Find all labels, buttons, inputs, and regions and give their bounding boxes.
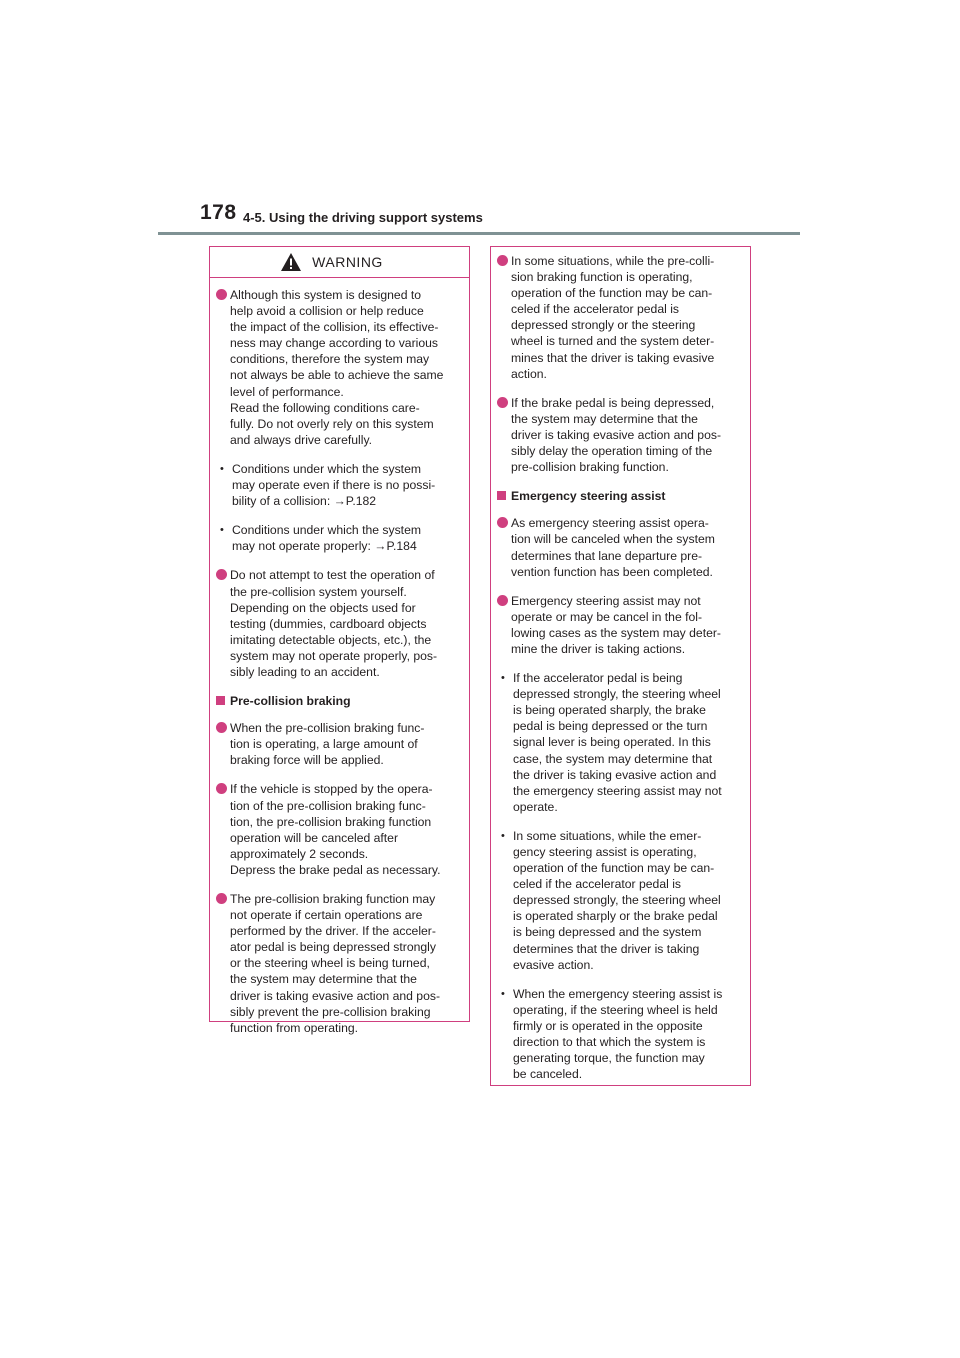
item-text: The pre-collision braking function may not operate if certain operations are performed by the driver. If the acceler- ator pedal is being depressed strongly or the steering wheel is being turned, the system may determine that the driver is taking evasive action and pos- sibly prevent the pre-collision braking function from operating. (230, 892, 441, 1035)
square-bullet-icon (497, 491, 506, 500)
list-item (216, 891, 459, 1036)
warning-content-left (210, 278, 469, 1036)
sub-list-item (499, 986, 740, 1083)
page-number: 178 (200, 201, 237, 224)
item-text: In some situations, while the pre-colli- sion braking function is operating, operation of the function may be can- celed if the accelerator pedal is depressed strongly or the steering wheel is turned and the system deter- mines that the driver is taking evasive action. (511, 254, 715, 381)
sub-bullet-icon: • (501, 829, 505, 842)
list-item (216, 567, 459, 680)
warning-box-left (209, 246, 470, 1035)
bullet-dot-icon (497, 397, 508, 408)
item-text: Do not attempt to test the operation of the pre-collision system yourself. Depending on the objects used for testing (dummies, cardboard objects imitating detectable objects, etc.), the system may not operate properly, pos- sibly leading to an accident. (230, 568, 438, 679)
warning-title: WARNING (312, 254, 383, 270)
header-rule (158, 232, 800, 235)
item-text: Although this system is designed to help avoid a collision or help reduce the impact of the collision, its effective- ness may change according to various conditions, therefore the system may not always be able to achieve the same level of performance. Read the following conditions care- fully. Do not overly rely on this system and always drive carefully. (230, 288, 444, 447)
list-item (497, 395, 740, 475)
sub-bullet-icon: • (501, 672, 505, 685)
item-text: As emergency steering assist opera- tion will be canceled when the system determines that lane departure pre- vention function has been completed. (511, 516, 715, 579)
warning-box-right (490, 246, 751, 1086)
bullet-dot-icon (497, 517, 508, 528)
warning-content-right (491, 247, 750, 1082)
sub-list-item (218, 461, 459, 509)
item-text: Conditions under which the system may operate even if there is no possi- bility of a collision: →P.182 (232, 461, 436, 509)
warning-triangle-icon (280, 252, 302, 272)
bullet-dot-icon (216, 289, 227, 300)
sub-bullet-icon: • (220, 524, 224, 537)
list-item (497, 593, 740, 657)
list-item (216, 781, 459, 878)
sub-bullet-icon: • (501, 987, 505, 1000)
square-bullet-icon (216, 696, 225, 705)
sub-list-item (218, 522, 459, 554)
warning-header (210, 247, 469, 278)
item-text: If the brake pedal is being depressed, the system may determine that the driver is taking evasive action and pos- sibly delay the operation timing of the pre-collision braking function. (511, 395, 722, 475)
item-text: If the accelerator pedal is being depressed strongly, the steering wheel is being operated sharply, the brake pedal is being depressed or the turn signal lever is being operated. In this case, the system may determine that the driver is taking evasive action and the emergency steering assist may not operate. (513, 671, 722, 814)
item-text: Emergency steering assist may not operate or may be cancel in the fol- lowing cases as the system may deter- mine the driver is taking actions. (511, 593, 721, 656)
item-text: Conditions under which the system may not operate properly: →P.184 (232, 523, 422, 554)
bullet-dot-icon (216, 893, 227, 904)
item-text: When the emergency steering assist is operating, if the steering wheel is held firmly or is operated in the opposite direction to that which the system is generating torque, the function may be canceled. (513, 986, 723, 1082)
item-text: In some situations, while the emer- gency steering assist is operating, operation of the function may be can- celed if the accelerator pedal is depressed strongly, the steering wheel is operated sharply or the brake pedal is being depressed and the system determines that the driver is taking evasive action. (513, 828, 721, 972)
subsection-heading (216, 693, 459, 709)
list-item (216, 720, 459, 768)
bullet-dot-icon (216, 722, 227, 733)
item-text: When the pre-collision braking func- tion is operating, a large amount of braking force will be applied. (230, 721, 425, 768)
item-text: If the vehicle is stopped by the opera- tion of the pre-collision braking func- tion, the pre-collision braking function operation will be canceled after approximately 2 seconds. Depress the brake pedal as necessary. (230, 782, 441, 877)
subsection-heading (497, 488, 740, 504)
section-title: 4-5. Using the driving support systems (243, 210, 483, 225)
list-item (497, 515, 740, 579)
bullet-dot-icon (216, 783, 227, 794)
bullet-dot-icon (497, 255, 508, 266)
list-item (216, 287, 459, 448)
bullet-dot-icon (216, 569, 227, 580)
heading-text: Emergency steering assist (511, 489, 666, 504)
bullet-dot-icon (497, 595, 508, 606)
sub-list-item (499, 828, 740, 973)
list-item (497, 253, 740, 382)
sub-list-item (499, 670, 740, 815)
sub-bullet-icon: • (220, 462, 224, 475)
heading-text: Pre-collision braking (230, 694, 351, 709)
